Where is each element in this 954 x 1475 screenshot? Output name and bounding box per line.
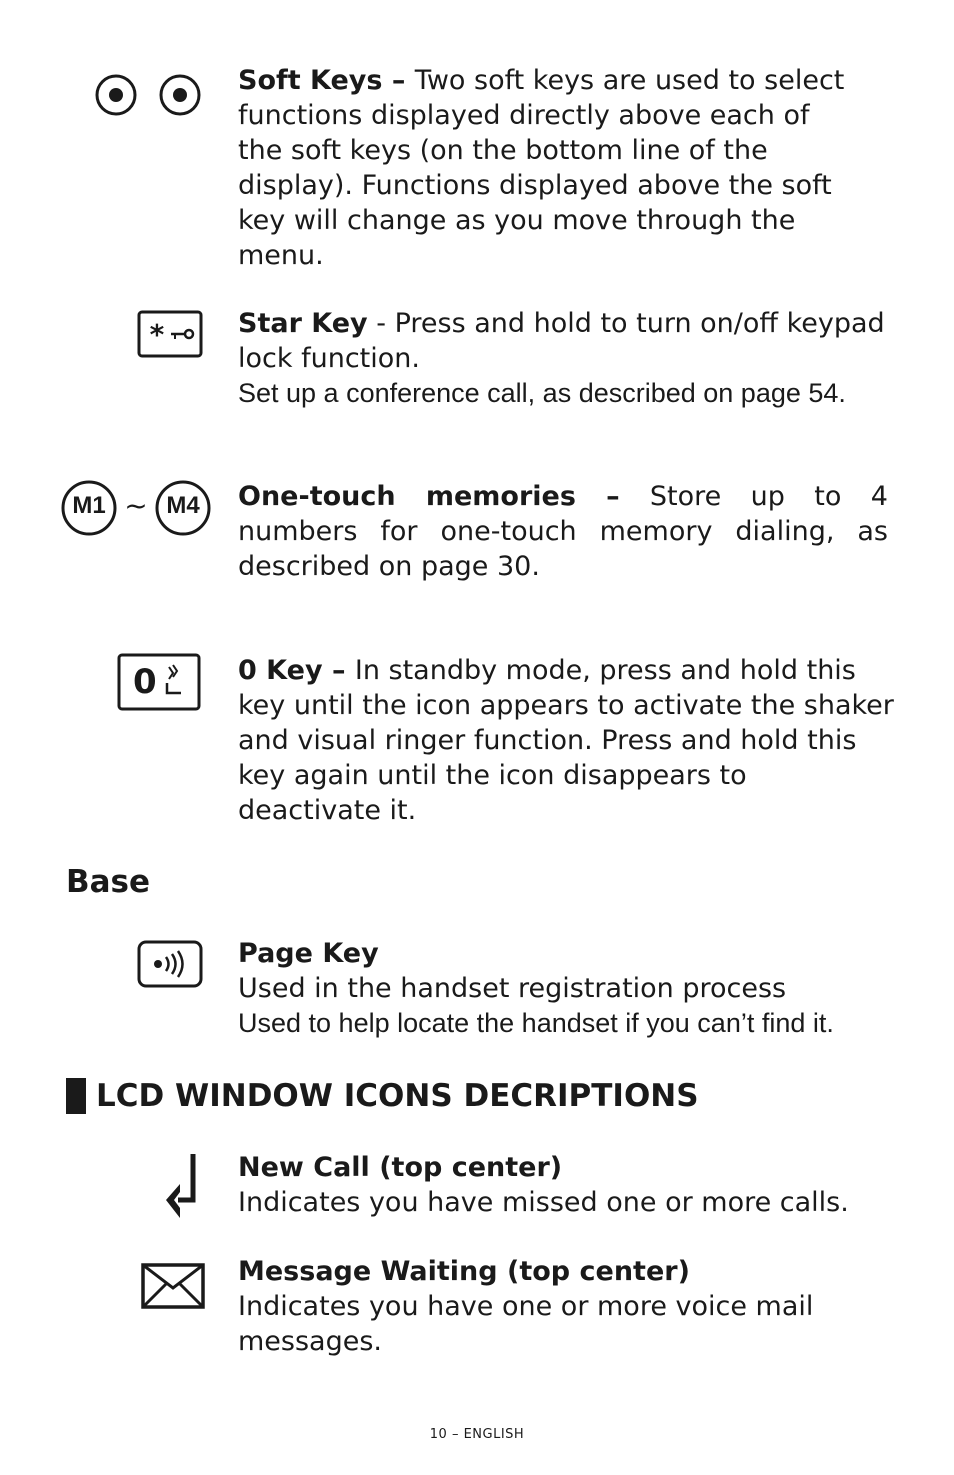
star-key-icon: [137, 310, 203, 358]
lcd-icons-heading: [66, 1078, 699, 1114]
zero-key-text: In standby mode, press and hold this key until the icon appears to activate the shaker and visual ringer function. Press and hold this key again until the icon disappears to deactivate it.: [238, 655, 894, 826]
star-key-title: Star Key: [238, 308, 368, 339]
soft-keys-text: Two soft keys are used to select functions displayed directly above each of the soft keys (on the bottom line of the display). Functions displayed above the soft key will change as you move through the menu.: [238, 65, 845, 271]
message-waiting-text: Indicates you have one or more voice mail messages.: [238, 1291, 814, 1357]
page-key-title: Page Key: [238, 938, 379, 969]
m4-label: M4: [166, 492, 200, 519]
soft-keys-icon: [94, 72, 204, 118]
star-key-text2: Set up a conference call, as described on page 54.: [238, 378, 846, 408]
page-footer: 10 – ENGLISH: [429, 1427, 525, 1442]
one-touch-memories-icon: [60, 479, 212, 537]
message-waiting-entry: [238, 1254, 898, 1359]
soft-keys-sep: –: [382, 65, 415, 96]
one-touch-memories-entry: [238, 479, 888, 584]
zero-key-entry: [238, 653, 898, 828]
zero-key-icon: [117, 653, 201, 711]
page-key-line2: Used to help locate the handset if you can’t find it.: [238, 1008, 834, 1038]
one-touch-text: Store up to 4 numbers for one-touch memory dialing, as described on page 30.: [238, 481, 888, 582]
star-key-entry: [238, 306, 898, 411]
soft-keys-entry: [238, 63, 858, 273]
new-call-icon: [160, 1150, 202, 1222]
star-key-sep: -: [367, 308, 395, 339]
zero-key-title: 0 Key: [238, 655, 323, 686]
new-call-text: Indicates you have missed one or more calls.: [238, 1187, 849, 1218]
lcd-icons-heading-text: LCD WINDOW ICONS DECRIPTIONS: [96, 1078, 699, 1114]
soft-keys-title: Soft Keys: [238, 65, 383, 96]
tilde-label: ~: [124, 489, 148, 522]
svg-text:*: *: [149, 318, 165, 351]
new-call-title: New Call (top center): [238, 1152, 563, 1183]
base-heading: Base: [66, 864, 151, 900]
star-key-text: Press and hold to turn on/off keypad lock function.: [238, 308, 885, 374]
page-key-line1: Used in the handset registration process: [238, 973, 787, 1004]
m1-label: M1: [72, 492, 106, 519]
zero-key-label: 0: [133, 662, 157, 702]
one-touch-sep: –: [575, 481, 650, 512]
page-key-entry: [238, 936, 918, 1041]
message-waiting-icon: [140, 1262, 206, 1310]
page-key-icon: [137, 940, 203, 988]
message-waiting-title: Message Waiting (top center): [238, 1256, 690, 1287]
one-touch-title: One-touch memories: [238, 481, 576, 512]
new-call-entry: [238, 1150, 898, 1220]
section-bar: [66, 1078, 86, 1114]
zero-key-sep: –: [322, 655, 355, 686]
